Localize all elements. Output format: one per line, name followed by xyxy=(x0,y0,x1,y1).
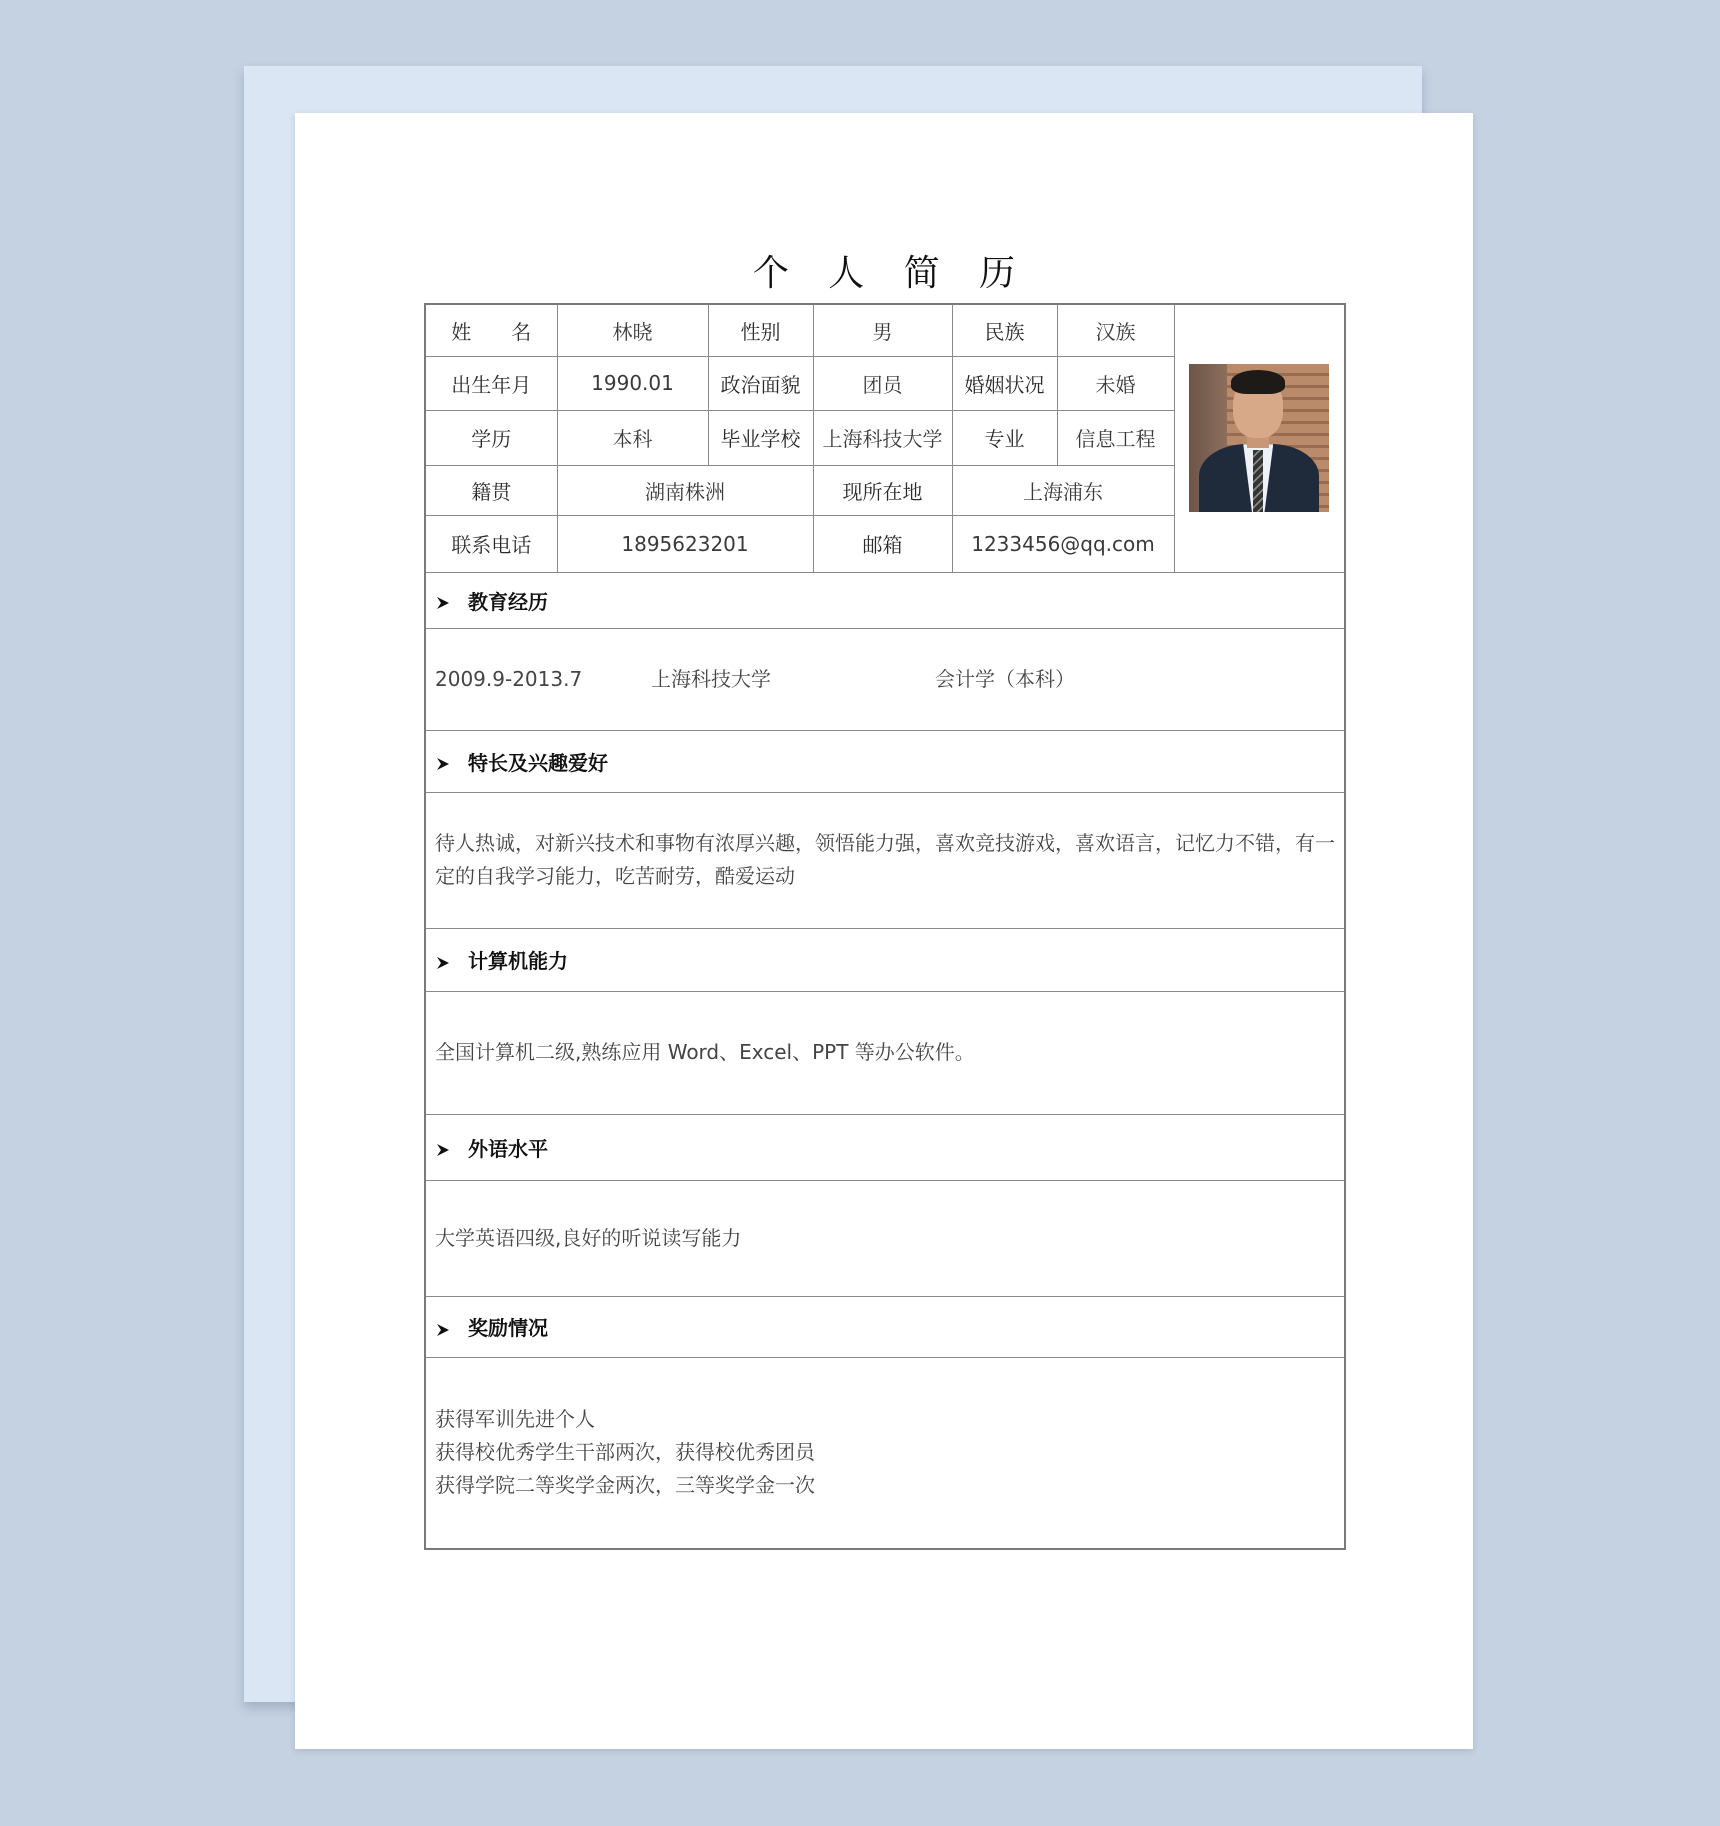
avatar xyxy=(1189,364,1329,512)
education-school: 上海科技大学 xyxy=(651,666,771,691)
award-line: 获得军训先进个人 xyxy=(435,1407,595,1432)
section-education-head xyxy=(425,572,1345,628)
section-language-body xyxy=(425,1180,1345,1296)
location-label: 现所在地 xyxy=(813,465,952,515)
section-education-body xyxy=(425,628,1345,730)
location-value: 上海浦东 xyxy=(952,465,1174,515)
birth-label: 出生年月 xyxy=(425,356,557,410)
arrow-icon xyxy=(436,956,450,970)
major-label: 专业 xyxy=(952,410,1057,465)
education-value: 本科 xyxy=(557,410,708,465)
section-computer-body xyxy=(425,991,1345,1114)
section-awards-head xyxy=(425,1296,1345,1357)
phone-label: 联系电话 xyxy=(425,515,557,572)
education-major: 会计学（本科） xyxy=(935,666,1075,691)
gender-label: 性别 xyxy=(708,304,813,356)
major-value: 信息工程 xyxy=(1057,410,1174,465)
education-label: 学历 xyxy=(425,410,557,465)
resume-table xyxy=(424,303,1346,1550)
section-awards-body xyxy=(425,1357,1345,1549)
name-value: 林晓 xyxy=(557,304,708,356)
section-language-head xyxy=(425,1114,1345,1180)
section-heading: 计算机能力 xyxy=(468,949,568,973)
birth-value: 1990.01 xyxy=(557,356,708,410)
info-row-1 xyxy=(425,304,1345,356)
section-heading: 特长及兴趣爱好 xyxy=(468,750,608,775)
section-heading: 奖励情况 xyxy=(468,1316,548,1340)
section-heading: 教育经历 xyxy=(468,589,548,614)
email-value: 1233456@qq.com xyxy=(952,515,1174,572)
email-label: 邮箱 xyxy=(813,515,952,572)
gender-value: 男 xyxy=(813,304,952,356)
arrow-icon xyxy=(436,1143,450,1157)
hometown-label: 籍贯 xyxy=(425,465,557,515)
phone-value: 1895623201 xyxy=(557,515,813,572)
section-computer-head xyxy=(425,928,1345,991)
education-period: 2009.9-2013.7 xyxy=(435,666,583,691)
section-heading: 外语水平 xyxy=(468,1136,548,1161)
school-label: 毕业学校 xyxy=(708,410,813,465)
computer-text: 全国计算机二级,熟练应用 Word、Excel、PPT 等办公软件。 xyxy=(425,991,1345,1114)
school-value: 上海科技大学 xyxy=(813,410,952,465)
section-hobbies-body xyxy=(425,792,1345,928)
award-line: 获得校优秀学生干部两次，获得校优秀团员 xyxy=(435,1440,815,1465)
award-line: 获得学院二等奖学金两次，三等奖学金一次 xyxy=(435,1473,815,1498)
resume-page xyxy=(295,113,1473,1749)
page-title: 个 人 简 历 xyxy=(752,253,1030,294)
arrow-icon xyxy=(436,596,450,610)
marital-value: 未婚 xyxy=(1057,356,1174,410)
hobbies-text: 待人热诚，对新兴技术和事物有浓厚兴趣，领悟能力强，喜欢竞技游戏，喜欢语言，记忆力不错，有一定的自我学习能力，吃苦耐劳，酷爱运动 xyxy=(425,792,1345,928)
political-label: 政治面貌 xyxy=(708,356,813,410)
name-label: 姓 名 xyxy=(425,304,557,356)
political-value: 团员 xyxy=(813,356,952,410)
arrow-icon xyxy=(436,1323,450,1337)
arrow-icon xyxy=(436,757,450,771)
ethnicity-value: 汉族 xyxy=(1057,304,1174,356)
language-text: 大学英语四级,良好的听说读写能力 xyxy=(425,1180,1345,1296)
ethnicity-label: 民族 xyxy=(952,304,1057,356)
section-hobbies-head xyxy=(425,730,1345,792)
photo-cell xyxy=(1174,304,1345,572)
hometown-value: 湖南株洲 xyxy=(557,465,813,515)
marital-label: 婚姻状况 xyxy=(952,356,1057,410)
